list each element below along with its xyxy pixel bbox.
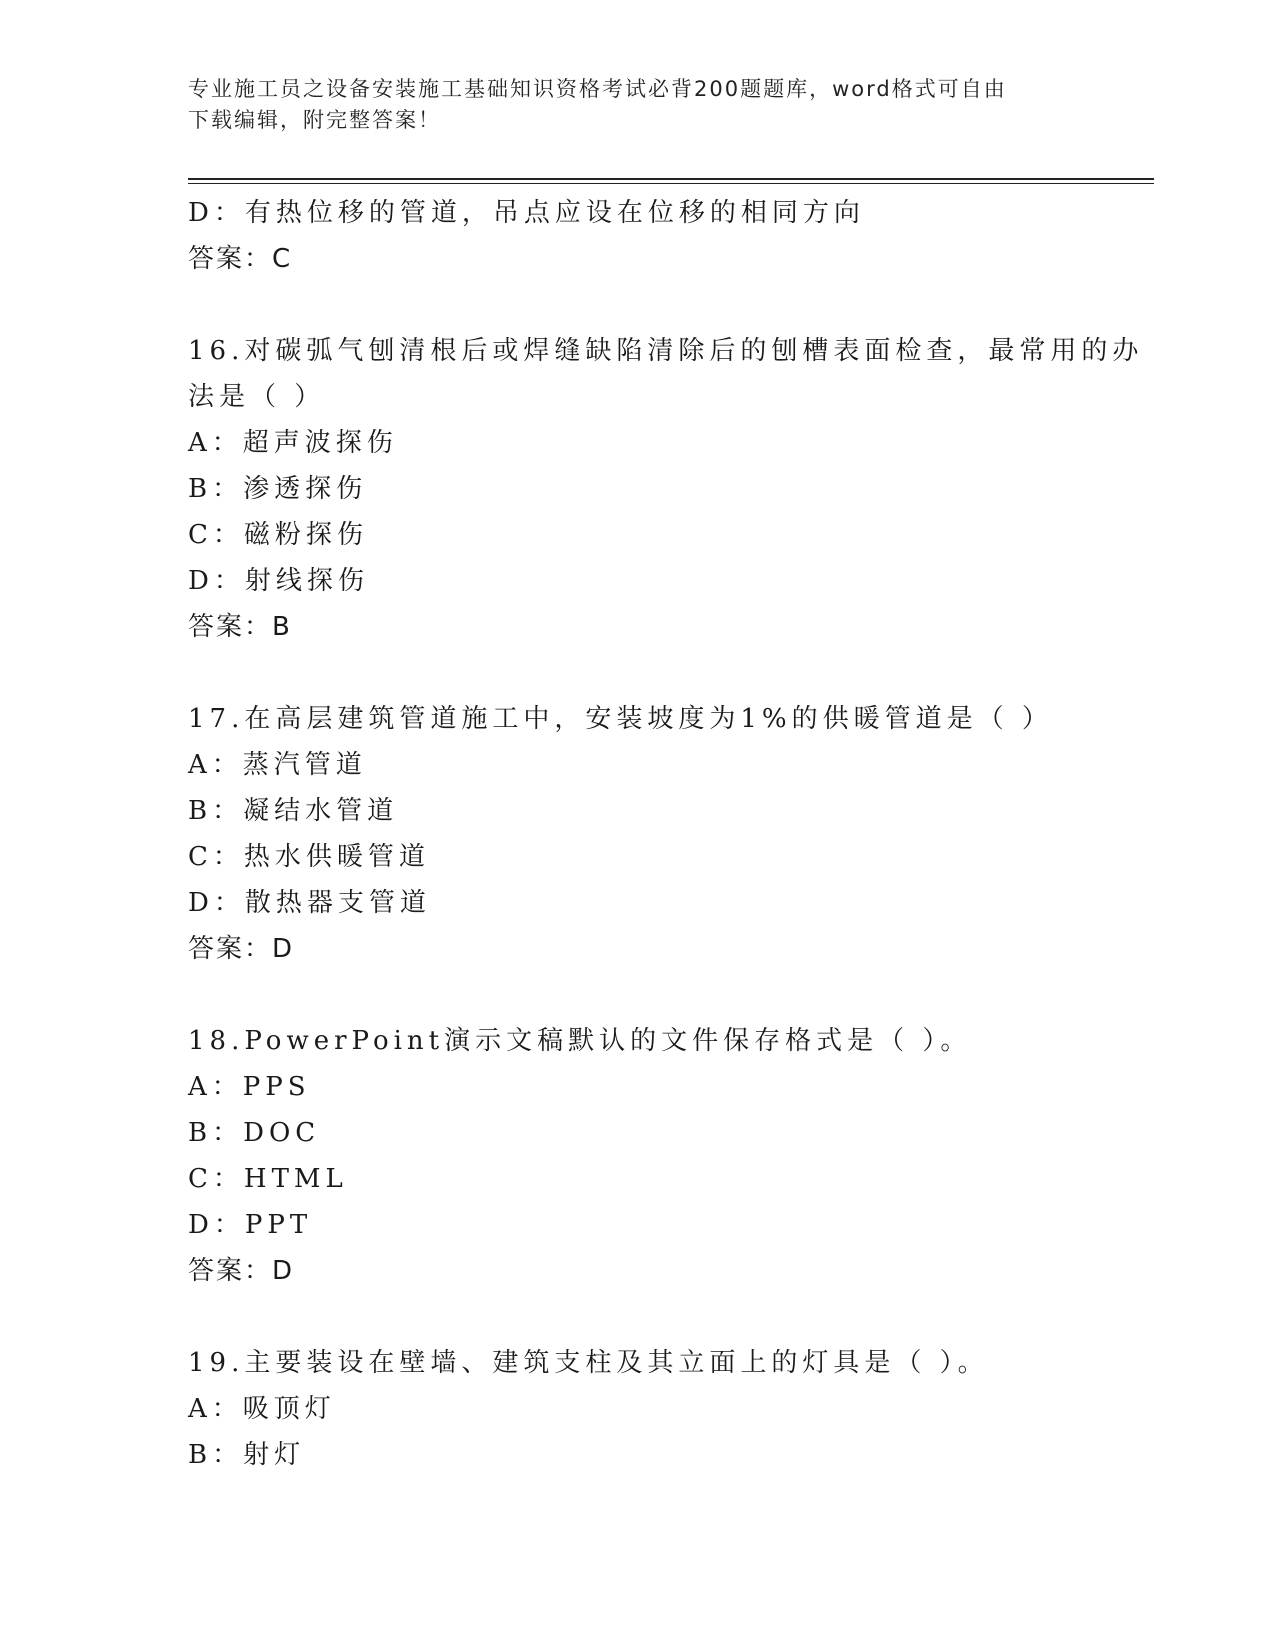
answer-line: 答案：C (188, 244, 293, 274)
question-stem: 19.主要装设在壁墙、建筑支柱及其立面上的灯具是（ ）。 (188, 1348, 989, 1378)
question-stem: 16.对碳弧气刨清根后或焊缝缺陷清除后的刨槽表面检查，最常用的办 (188, 336, 1144, 366)
question-18 (188, 1018, 1088, 1294)
previous-question-tail (188, 190, 1088, 282)
question-17 (188, 696, 1088, 972)
answer-line: 答案：D (188, 934, 295, 964)
option-b: B：渗透探伤 (188, 474, 368, 504)
question-16 (188, 328, 1144, 650)
spacer (188, 1294, 1088, 1340)
spacer (188, 972, 1088, 1018)
option-d: D：有热位移的管道，吊点应设在位移的相同方向 (188, 198, 865, 228)
header-divider (188, 178, 1154, 180)
question-stem: 17.在高层建筑管道施工中，安装坡度为1%的供暖管道是（ ） (188, 704, 1053, 734)
answer-line: 答案：D (188, 1256, 295, 1286)
option-a: A：PPS (188, 1072, 311, 1102)
option-a: A：吸顶灯 (188, 1394, 336, 1424)
header-line-2: 下载编辑，附完整答案！ (188, 108, 441, 132)
header-line-1: 专业施工员之设备安装施工基础知识资格考试必背200题题库，word格式可自由 (188, 77, 1007, 101)
question-stem: 18.PowerPoint演示文稿默认的文件保存格式是（ ）。 (188, 1026, 972, 1056)
spacer (188, 650, 1088, 696)
option-d: D：射线探伤 (188, 566, 369, 596)
option-c: C：磁粉探伤 (188, 520, 368, 550)
option-c: C：热水供暖管道 (188, 842, 430, 872)
question-list (188, 190, 1144, 1478)
option-a: A：超声波探伤 (188, 428, 398, 458)
spacer (188, 282, 1088, 328)
option-b: B：DOC (188, 1118, 321, 1148)
answer-line: 答案：B (188, 612, 292, 642)
option-a: A：蒸汽管道 (188, 750, 367, 780)
option-b: B：射灯 (188, 1440, 306, 1470)
option-b: B：凝结水管道 (188, 796, 399, 826)
header-divider-thin (188, 183, 1154, 184)
option-d: D：散热器支管道 (188, 888, 431, 918)
question-19 (188, 1340, 1088, 1478)
document-header (188, 74, 1088, 136)
option-d: D：PPT (188, 1210, 313, 1240)
option-c: C：HTML (188, 1164, 348, 1194)
question-stem-continued: 法是（ ） (188, 382, 326, 412)
